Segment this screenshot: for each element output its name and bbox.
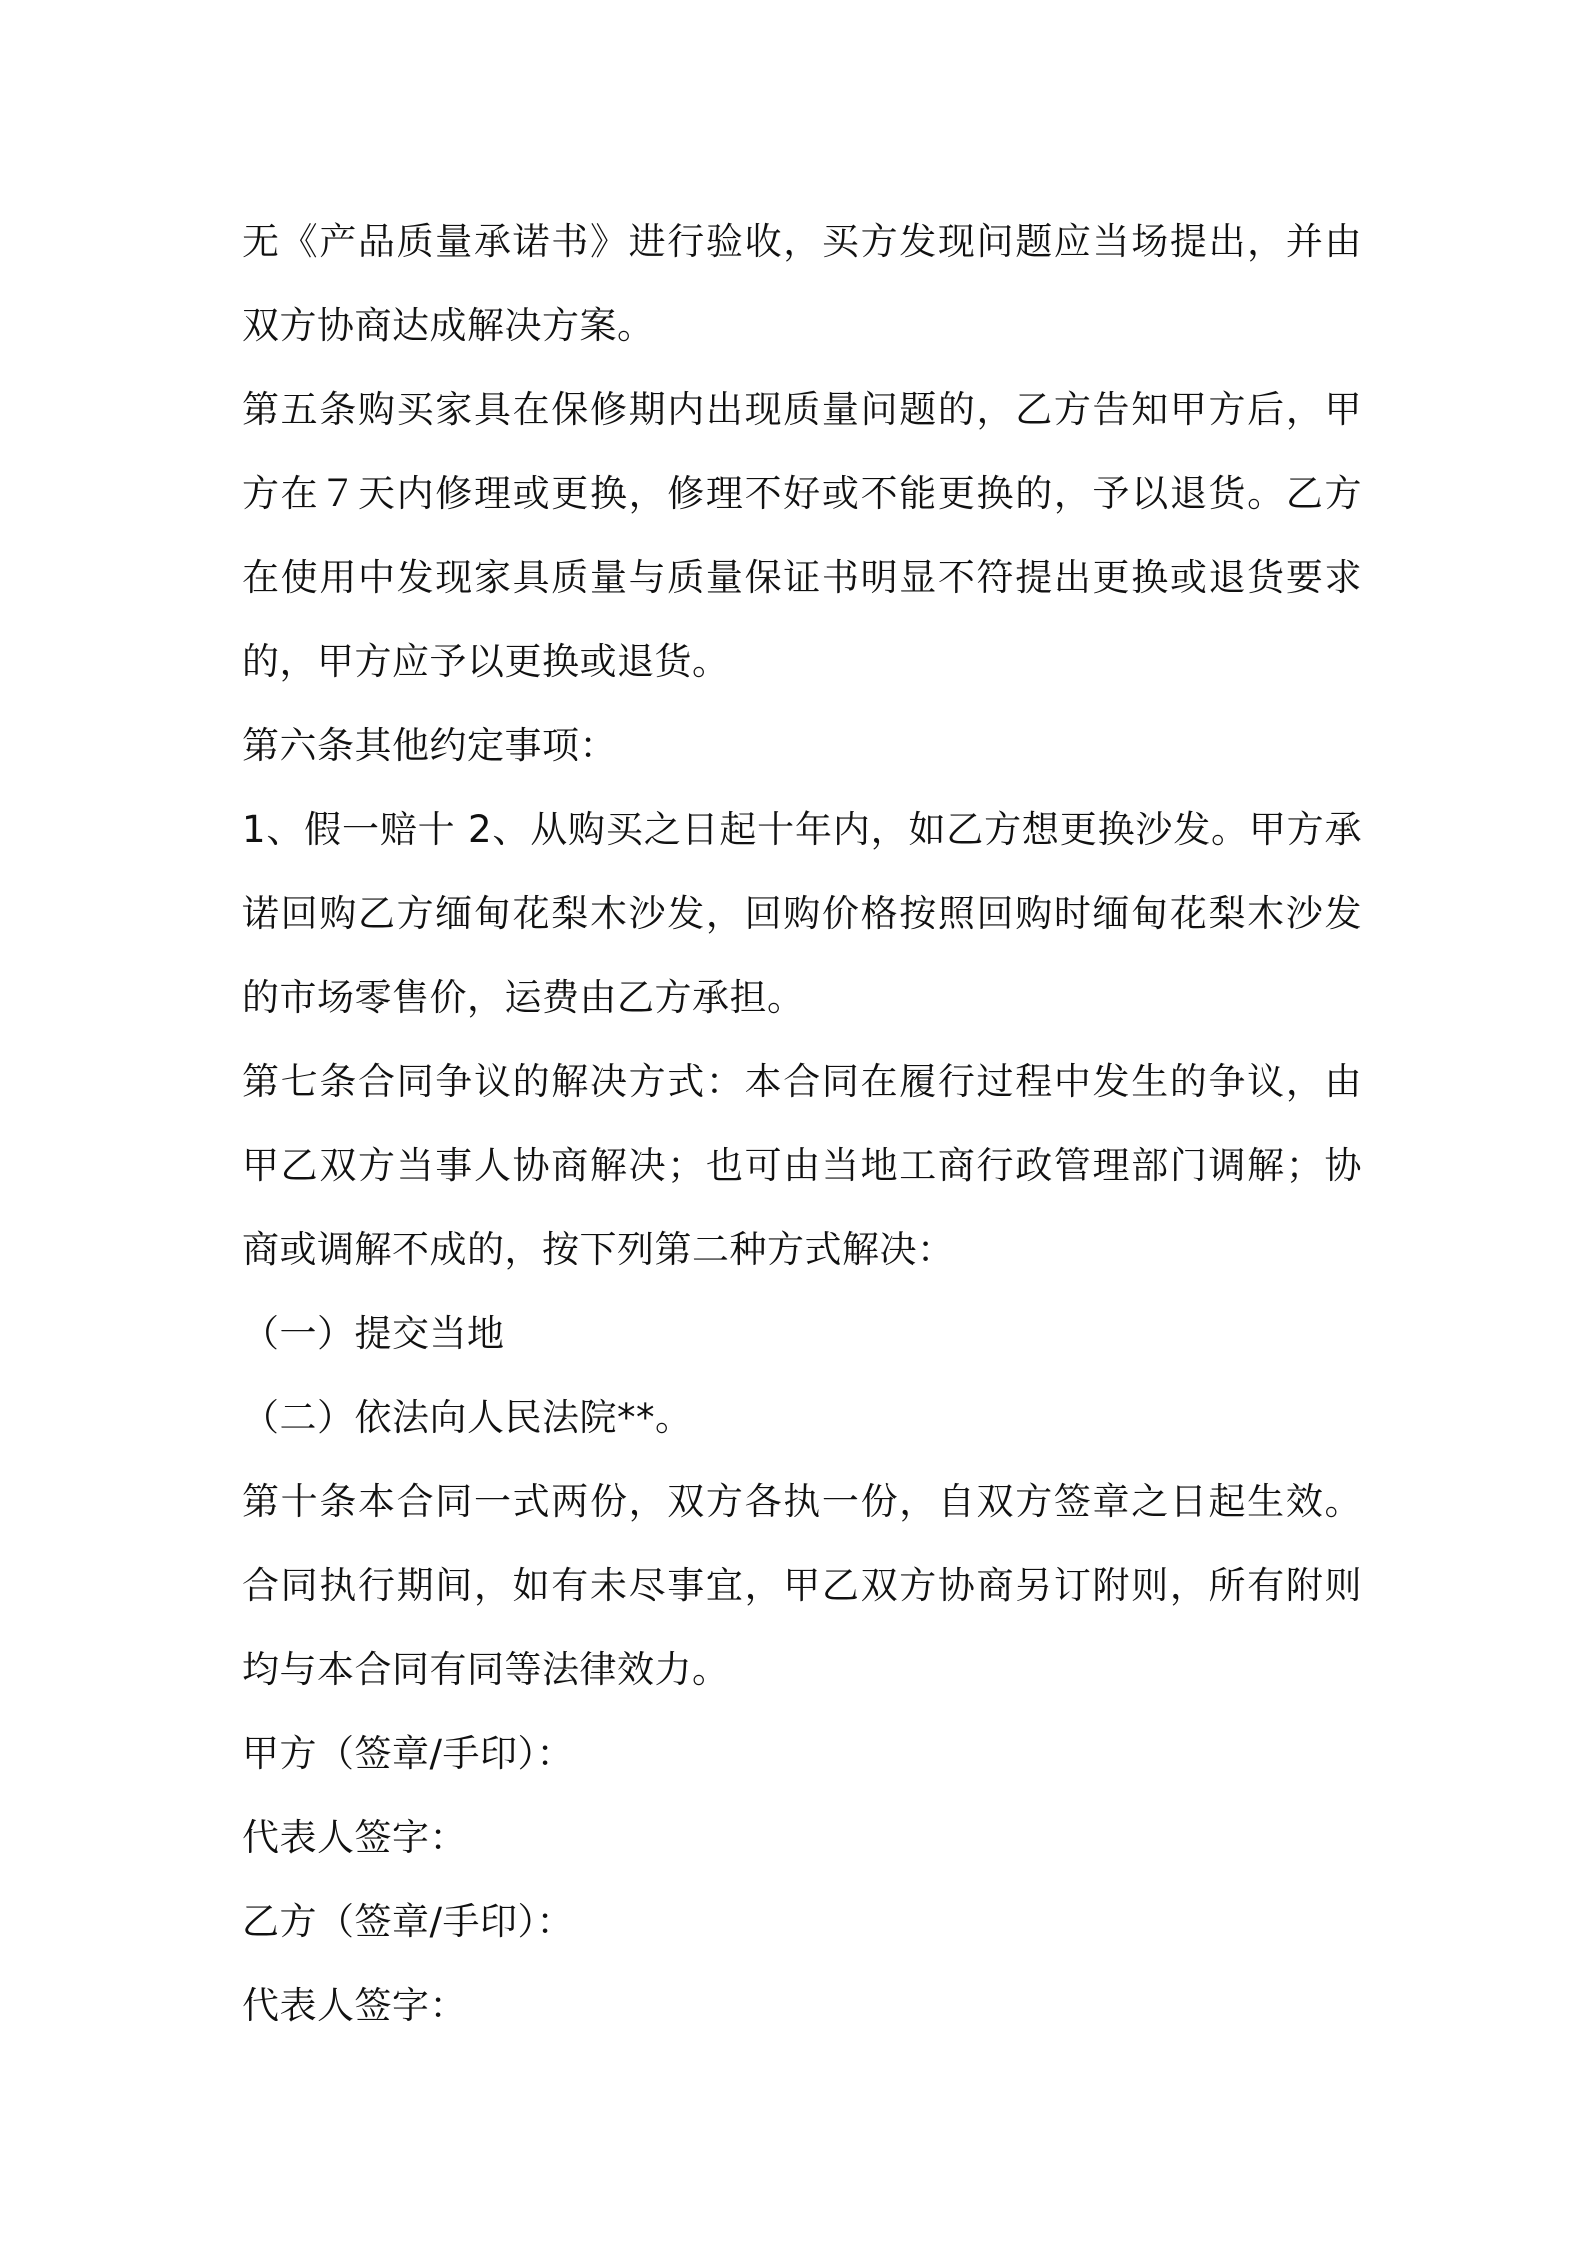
- paragraph-article-10: 第十条本合同一式两份，双方各执一份，自双方签章之日起生效。合同执行期间，如有未尽事宜，甲乙双方协商另订附则，所有附则均与本合同有同等法律效力。: [242, 1480, 1362, 1691]
- paragraph-option-2: （二）依法向人民法院**。: [242, 1396, 693, 1439]
- paragraph-article-5: 第五条购买家具在保修期内出现质量问题的，乙方告知甲方后，甲方在７天内修理或更换，修理不好或不能更换的，予以退货。乙方在使用中发现家具质量与质量保证书明显不符提出更换或退货要求的，甲方应予以更换或退货。: [242, 388, 1362, 683]
- paragraph-acceptance: 无《产品质量承诺书》进行验收，买方发现问题应当场提出，并由双方协商达成解决方案。: [242, 220, 1362, 347]
- signature-representative-a: 代表人签字：: [242, 1816, 467, 1859]
- paragraph-option-1: （一）提交当地: [242, 1312, 505, 1355]
- signature-party-a: 甲方（签章/手印）：: [242, 1732, 574, 1775]
- signature-representative-b: 代表人签字：: [242, 1984, 467, 2027]
- document-body: [242, 200, 1362, 2048]
- paragraph-article-6-items: 1、假一赔十 2、从购买之日起十年内，如乙方想更换沙发。甲方承诺回购乙方缅甸花梨木沙发，回购价格按照回购时缅甸花梨木沙发的市场零售价，运费由乙方承担。: [242, 808, 1362, 1019]
- paragraph-article-7: 第七条合同争议的解决方式：本合同在履行过程中发生的争议，由甲乙双方当事人协商解决；也可由当地工商行政管理部门调解；协商或调解不成的，按下列第二种方式解决：: [242, 1060, 1362, 1271]
- paragraph-article-6-heading: 第六条其他约定事项：: [242, 724, 617, 767]
- signature-party-b: 乙方（签章/手印）：: [242, 1900, 574, 1943]
